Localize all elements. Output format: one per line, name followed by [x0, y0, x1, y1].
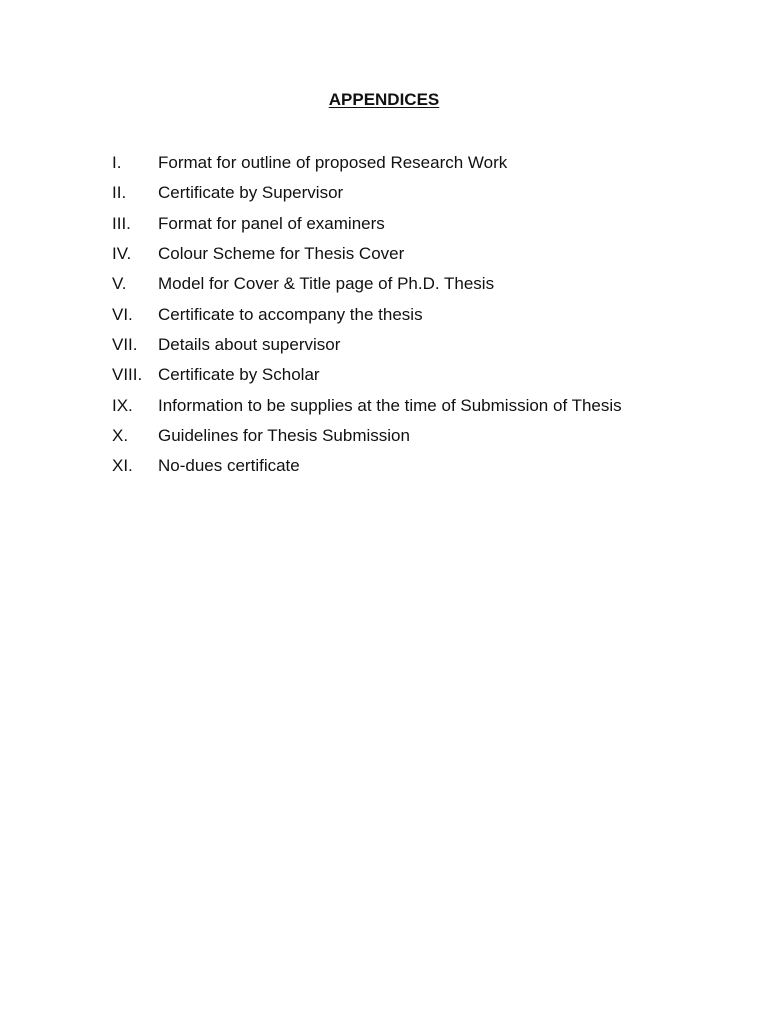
- item-numeral: I.: [112, 153, 122, 173]
- list-item: [112, 421, 712, 451]
- appendix-list: [112, 148, 712, 481]
- item-text: Certificate to accompany the thesis: [158, 304, 423, 324]
- item-numeral: V.: [112, 274, 127, 294]
- item-numeral: X.: [112, 425, 129, 445]
- item-text: No-dues certificate: [158, 456, 300, 476]
- item-numeral: II.: [112, 183, 127, 203]
- list-item: [112, 330, 712, 360]
- item-numeral: XI.: [112, 456, 133, 476]
- item-text: Format for panel of examiners: [158, 213, 385, 233]
- item-numeral: IV.: [112, 244, 132, 264]
- item-numeral: III.: [112, 213, 131, 233]
- item-numeral: VII.: [112, 334, 138, 354]
- item-text: Certificate by Supervisor: [158, 183, 344, 203]
- list-item: [112, 299, 712, 329]
- list-item: [112, 148, 712, 178]
- item-text: Model for Cover & Title page of Ph.D. Thesis: [158, 274, 495, 294]
- item-text: Guidelines for Thesis Submission: [158, 425, 410, 445]
- page-title: APPENDICES: [328, 90, 440, 109]
- list-item: [112, 451, 712, 481]
- list-item: [112, 178, 712, 208]
- item-text: Details about supervisor: [158, 334, 341, 354]
- list-item: [112, 269, 712, 299]
- item-numeral: IX.: [112, 395, 133, 415]
- item-text: Colour Scheme for Thesis Cover: [158, 244, 405, 264]
- item-numeral: VI.: [112, 304, 133, 324]
- item-text: Certificate by Scholar: [158, 365, 320, 385]
- list-item: [112, 239, 712, 269]
- item-text: Information to be supplies at the time of Submission of Thesis: [158, 395, 622, 415]
- list-item: [112, 360, 712, 390]
- list-item: [112, 209, 712, 239]
- item-numeral: VIII.: [112, 365, 143, 385]
- item-text: Format for outline of proposed Research Work: [158, 153, 508, 173]
- list-item: [112, 390, 712, 420]
